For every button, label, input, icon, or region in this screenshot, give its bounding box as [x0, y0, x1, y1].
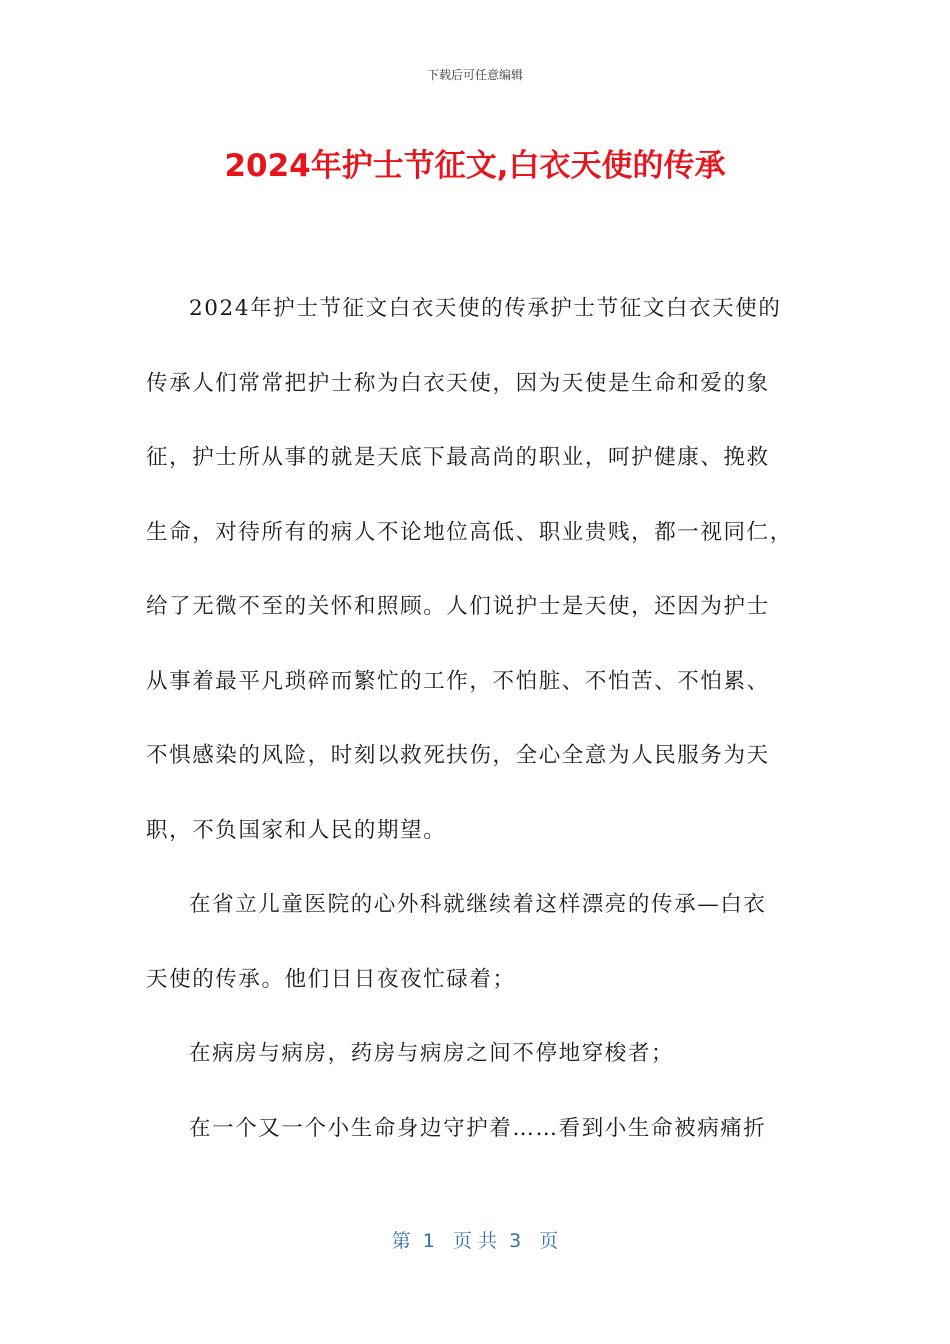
paragraph-line: 生命，对待所有的病人不论地位高低、职业贵贱，都一视同仁，: [146, 519, 793, 545]
paragraph-line: 征，护士所从事的就是天底下最高尚的职业，呵护健康、挽救: [146, 445, 770, 470]
paragraph-line: 不惧感染的风险，时刻以救死扶伤，全心全意为人民服务为天: [146, 743, 770, 768]
paragraph-line: 职，不负国家和人民的期望。: [146, 817, 447, 843]
paragraph-line: 2024年护士节征文白衣天使的传承护士节征文白衣天使的: [189, 296, 782, 321]
paragraph-4: [146, 1092, 806, 1167]
paragraph-line: 在病房与病房，药房与病房之间不停地穿梭者；: [189, 1041, 675, 1066]
paragraph-3: [146, 1017, 806, 1092]
paragraph-line: 在省立儿童医院的心外科就继续着这样漂亮的传承—白衣: [189, 892, 767, 917]
paragraph-line: 给了无微不至的关怀和照顾。人们说护士是天使，还因为护士: [146, 594, 770, 619]
paragraph-line: 在一个又一个小生命身边守护着……看到小生命被病痛折: [189, 1115, 767, 1141]
paragraph-line: 天使的传承。他们日日夜夜忙碌着；: [146, 966, 516, 992]
paragraph-line: 传承人们常常把护士称为白衣天使，因为天使是生命和爱的象: [146, 370, 770, 396]
header-note: 下载后可任意编辑: [426, 68, 523, 82]
paragraph-1: [146, 272, 806, 868]
page-number-footer: 第 1 页 共 3 页: [391, 1230, 559, 1252]
paragraph-line: 从事着最平凡琐碎而繁忙的工作，不怕脏、不怕苦、不怕累、: [146, 668, 770, 694]
paragraph-2: [146, 868, 806, 1017]
document-title: 2024年护士节征文,白衣天使的传承: [224, 148, 726, 184]
document-body: [146, 272, 806, 1166]
